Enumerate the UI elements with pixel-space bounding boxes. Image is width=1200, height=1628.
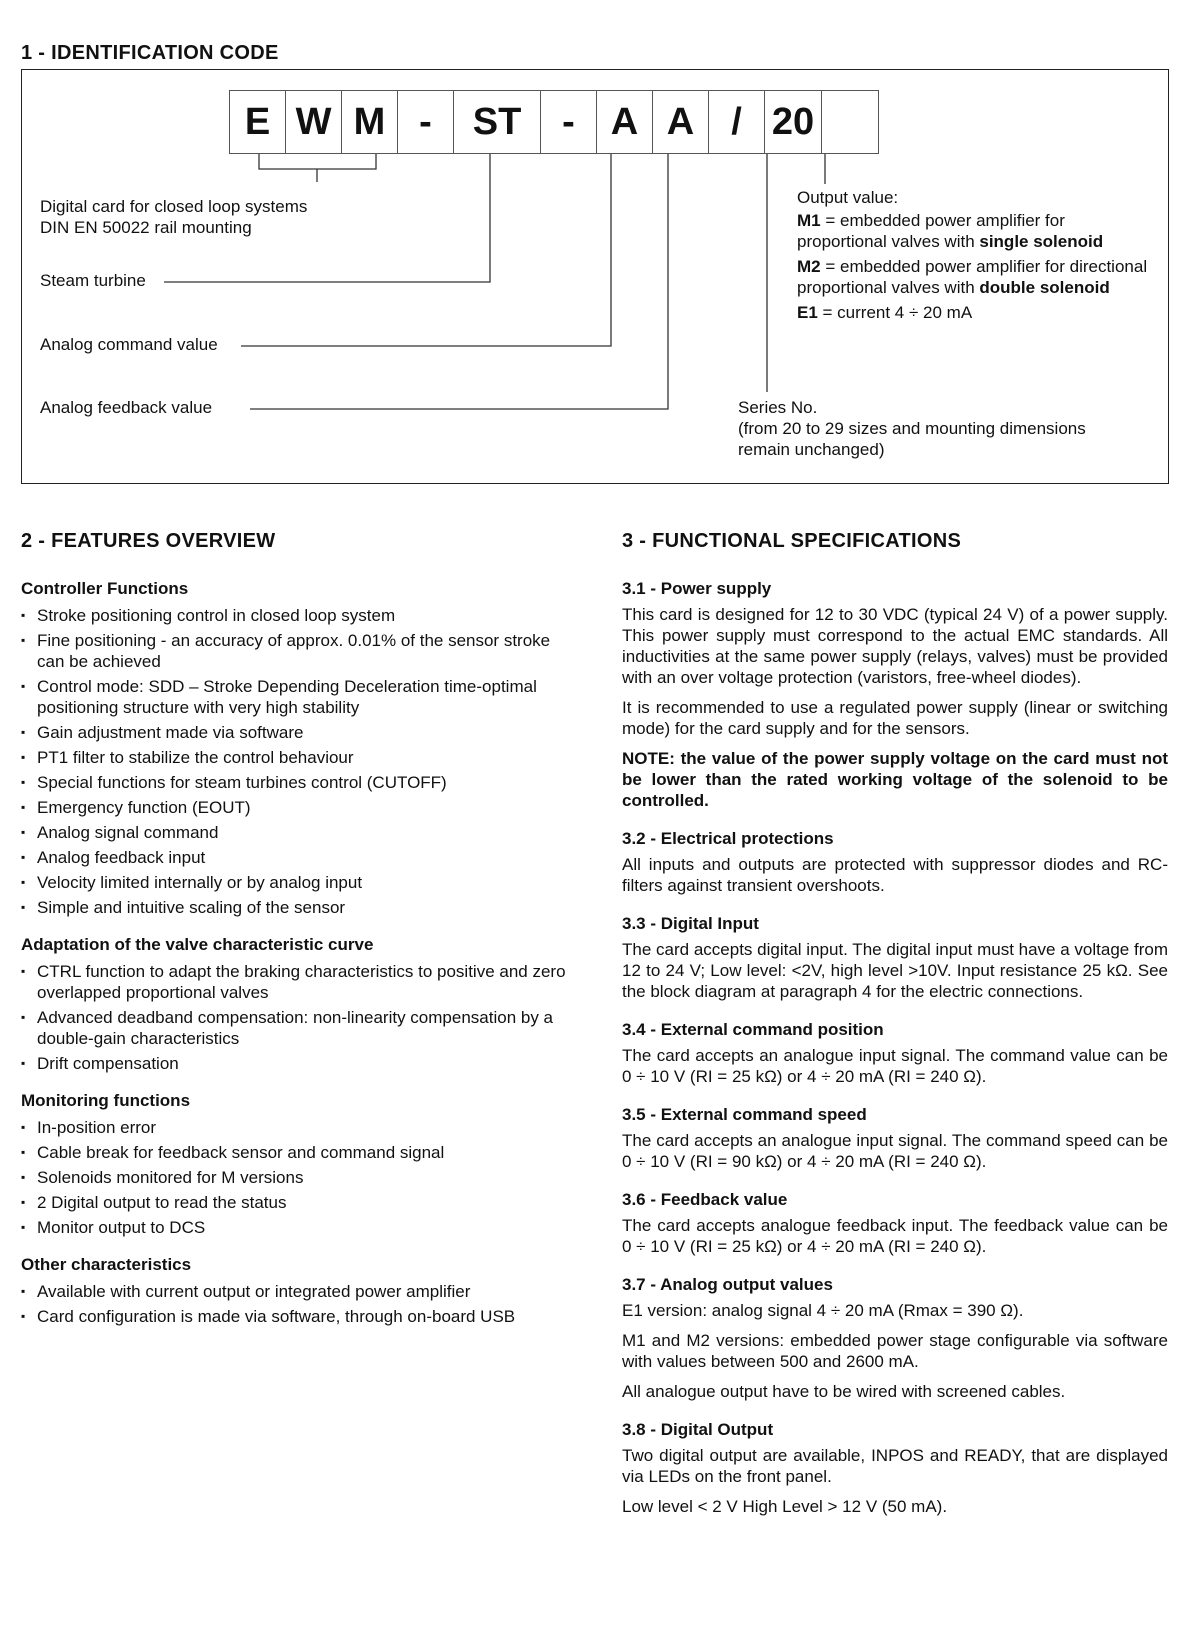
feature-item: ▪ Cable break for feedback sensor and command signal — [21, 1142, 576, 1163]
feature-item: ▪ 2 Digital output to read the status — [21, 1192, 576, 1213]
feature-item: ▪ Analog feedback input — [21, 847, 576, 868]
code-cell: A — [652, 90, 709, 154]
code-cell: E — [229, 90, 286, 154]
feature-item: ▪ CTRL function to adapt the braking characteristics to positive and zero overlapped proportional valves — [21, 961, 576, 1003]
spec-heading: 3.1 - Power supply — [622, 579, 772, 598]
spec-paragraph: The card accepts analogue feedback input. The feedback value can be 0 ÷ 10 V (RI = 25 kΩ) or 4 ÷ 20 mA (RI = 240 Ω). — [622, 1216, 1168, 1256]
code-cell: A — [596, 90, 653, 154]
feature-item: ▪ PT1 filter to stabilize the control behaviour — [21, 747, 576, 768]
feature-item: ▪ Simple and intuitive scaling of the sensor — [21, 897, 576, 918]
code-cell: W — [285, 90, 342, 154]
feature-list — [21, 1117, 576, 1238]
spec-heading: 3.7 - Analog output values — [622, 1275, 833, 1294]
code-cell: 20 — [764, 90, 822, 154]
feature-item: ▪ Stroke positioning control in closed loop system — [21, 605, 576, 626]
code-cell: - — [397, 90, 454, 154]
feature-item: ▪ In-position error — [21, 1117, 576, 1138]
feature-list — [21, 605, 576, 918]
spec-heading: 3.3 - Digital Input — [622, 914, 759, 933]
feature-item: ▪ Card configuration is made via software, through on-board USB — [21, 1306, 576, 1327]
spec-paragraph: All analogue output have to be wired with screened cables. — [622, 1382, 1066, 1401]
spec-paragraph: This card is designed for 12 to 30 VDC (typical 24 V) of a power supply. This power supply must correspond to the actual EMC standards. All inductivities at the same power supply (relays, valves) must be provided with an over voltage protection (varistors, free-wheel diodes). — [622, 605, 1168, 687]
feature-item: ▪ Monitor output to DCS — [21, 1217, 576, 1238]
series-label: Series No. (from 20 to 29 sizes and mounting dimensions remain unchanged) — [738, 398, 1086, 459]
analog-command-label: Analog command value — [40, 335, 218, 354]
feature-item: ▪ Special functions for steam turbines control (CUTOFF) — [21, 772, 576, 793]
spec-paragraph: The card accepts an analogue input signal. The command value can be 0 ÷ 10 V (RI = 25 kΩ) or 4 ÷ 20 mA (RI = 240 Ω). — [622, 1046, 1168, 1086]
feature-list — [21, 1281, 576, 1327]
spec-heading: 3.6 - Feedback value — [622, 1190, 788, 1209]
output-value-block: Output value: M1 = embedded power amplifier for proportional valves with single solenoid M2 = embedded power amplifier for directional proportional valves with double solenoid E1 = current 4 ÷ 20 mA — [797, 188, 1148, 322]
spec-paragraph: It is recommended to use a regulated power supply (linear or switching mode) for the card supply and for the sensors. — [622, 698, 1168, 738]
steam-turbine-label: Steam turbine — [40, 271, 146, 290]
feature-group-heading: Other characteristics — [21, 1255, 192, 1274]
spec-heading: 3.5 - External command speed — [622, 1105, 867, 1124]
feature-group-heading: Controller Functions — [21, 579, 189, 598]
feature-item: ▪ Gain adjustment made via software — [21, 722, 576, 743]
feature-group-heading: Monitoring functions — [21, 1091, 191, 1110]
spec-paragraph: E1 version: analog signal 4 ÷ 20 mA (Rmax = 390 Ω). — [622, 1301, 1024, 1320]
spec-paragraph: NOTE: the value of the power supply voltage on the card must not be lower than the rated working voltage of the solenoid to be controlled. — [622, 749, 1168, 810]
feature-item: ▪ Emergency function (EOUT) — [21, 797, 576, 818]
section-2-title: 2 - FEATURES OVERVIEW — [21, 530, 276, 552]
feature-item: ▪ Fine positioning - an accuracy of approx. 0.01% of the sensor stroke can be achieved — [21, 630, 576, 672]
feature-item: ▪ Advanced deadband compensation: non-linearity compensation by a double-gain characteristics — [21, 1007, 576, 1049]
feature-item: ▪ Control mode: SDD – Stroke Depending Deceleration time-optimal positioning structure with very high stability — [21, 676, 576, 718]
functional-specifications — [622, 578, 1168, 1526]
code-cell: - — [540, 90, 597, 154]
spec-heading: 3.2 - Electrical protections — [622, 829, 834, 848]
feature-item: ▪ Solenoids monitored for M versions — [21, 1167, 576, 1188]
feature-item: ▪ Drift compensation — [21, 1053, 576, 1074]
section-3-title: 3 - FUNCTIONAL SPECIFICATIONS — [622, 530, 962, 552]
section-1-title: 1 - IDENTIFICATION CODE — [21, 42, 279, 64]
spec-paragraph: The card accepts an analogue input signal. The command speed can be 0 ÷ 10 V (RI = 90 kΩ) or 4 ÷ 20 mA (RI = 240 Ω). — [622, 1131, 1168, 1171]
feature-list — [21, 961, 576, 1074]
spec-heading: 3.8 - Digital Output — [622, 1420, 774, 1439]
spec-paragraph: Two digital output are available, INPOS and READY, that are displayed via LEDs on the front panel. — [622, 1446, 1168, 1486]
feature-item: ▪ Available with current output or integrated power amplifier — [21, 1281, 576, 1302]
feature-item: ▪ Analog signal command — [21, 822, 576, 843]
spec-paragraph: Low level < 2 V High Level > 12 V (50 mA). — [622, 1497, 948, 1516]
spec-heading: 3.4 - External command position — [622, 1020, 884, 1039]
feature-group-heading: Adaptation of the valve characteristic curve — [21, 935, 374, 954]
spec-paragraph: The card accepts digital input. The digital input must have a voltage from 12 to 24 V; Low level: <2V, high level >10V. Input resistance 25 kΩ. See the block diagram at paragraph 4 for the electric connections. — [622, 940, 1168, 1001]
code-cell: / — [708, 90, 765, 154]
features-overview — [21, 578, 576, 1331]
digital-card-label: Digital card for closed loop systems DIN EN 50022 rail mounting — [40, 197, 308, 237]
code-cell: M — [341, 90, 398, 154]
feature-item: ▪ Velocity limited internally or by analog input — [21, 872, 576, 893]
spec-paragraph: M1 and M2 versions: embedded power stage configurable via software with values between 500 and 2600 mA. — [622, 1331, 1168, 1371]
analog-feedback-label: Analog feedback value — [40, 398, 213, 417]
code-cell: ST — [453, 90, 541, 154]
spec-paragraph: All inputs and outputs are protected with suppressor diodes and RC-filters against transient overshoots. — [622, 855, 1168, 895]
